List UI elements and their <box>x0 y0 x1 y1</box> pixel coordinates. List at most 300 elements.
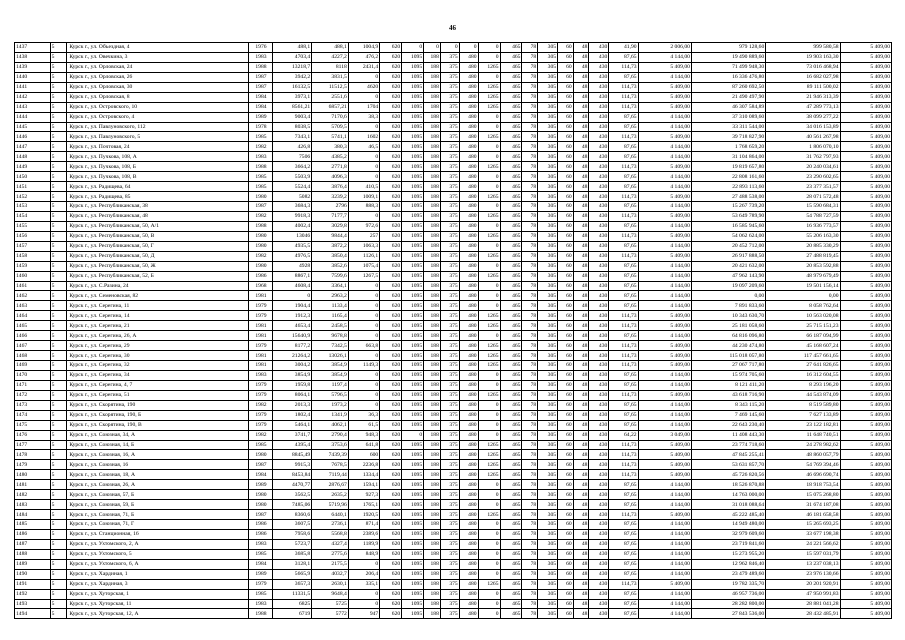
cell-rate-b: 1095 <box>402 520 424 530</box>
cell-row-number: 1466 <box>15 331 51 341</box>
cell-rate-b: 1095 <box>402 450 424 460</box>
cell-living-area: 2458,5 <box>312 321 349 331</box>
cell-rate-i: 305 <box>538 351 558 361</box>
cell-rate-g: 465 <box>500 152 522 162</box>
cell-rate-d: 375 <box>440 82 459 92</box>
cell-build-year: 1987 <box>249 510 273 520</box>
table-row <box>15 520 892 530</box>
cell-unit-cost: 5 409,00 <box>638 579 691 589</box>
cell-category: 5 <box>50 251 67 261</box>
cell-row-number: 1437 <box>15 43 51 53</box>
cell-rate-d: 375 <box>440 52 459 62</box>
cell-rate-a: 620 <box>380 609 402 619</box>
cell-rate-f: 0 <box>478 172 500 182</box>
cell-rate-f: 1265 <box>478 470 500 480</box>
cell-max-cost: 5 409,00 <box>840 460 891 470</box>
cell-total-area: 488,1 <box>273 43 312 53</box>
cell-rate-d: 375 <box>440 539 459 549</box>
cell-rate-a: 620 <box>380 261 402 271</box>
cell-rate-e: 480 <box>459 52 478 62</box>
cell-unit-rate: 87,65 <box>609 271 638 281</box>
cell-total-cost: 7 469 145,60 <box>691 410 765 420</box>
cell-rate-k: 48 <box>573 291 589 301</box>
cell-address: Курск г., ул. Хуторская, 12, А <box>67 609 249 619</box>
cell-living-area: 3753,6 <box>312 440 349 450</box>
table-row <box>15 430 892 440</box>
cell-rate-c: 188 <box>424 231 441 241</box>
cell-row-number: 1444 <box>15 112 51 122</box>
cell-rate-j: 60 <box>558 72 574 82</box>
cell-rate-b: 1095 <box>402 92 424 102</box>
cell-rate-f: 0 <box>478 480 500 490</box>
cell-nonliving-area: 38,3 <box>348 112 379 122</box>
cell-rate-l: 430 <box>589 182 609 192</box>
cell-total-area: 8453,84 <box>273 470 312 480</box>
cell-rate-e: 480 <box>459 420 478 430</box>
cell-total-area: 4976,5 <box>273 251 312 261</box>
cell-rate-l: 430 <box>589 132 609 142</box>
cell-unit-rate: 87,65 <box>609 520 638 530</box>
cell-rate-j: 60 <box>558 460 574 470</box>
cell-rate-h: 78 <box>522 510 538 520</box>
cell-max-cost: 5 409,00 <box>840 301 891 311</box>
cell-unit-cost: 4 144,00 <box>638 221 691 231</box>
cell-max-cost: 5 409,00 <box>840 172 891 182</box>
cell-rate-f: 0 <box>478 182 500 192</box>
cell-total-cost: 31 018 088,64 <box>691 500 765 510</box>
cell-indexed-cost: 38 099 277,22 <box>766 112 840 122</box>
cell-rate-l: 430 <box>589 271 609 281</box>
cell-rate-h: 78 <box>522 52 538 62</box>
table-row <box>15 380 892 390</box>
cell-row-number: 1456 <box>15 231 51 241</box>
cell-max-cost: 5 409,00 <box>840 579 891 589</box>
cell-rate-l: 430 <box>589 231 609 241</box>
cell-rate-b: 1095 <box>402 500 424 510</box>
cell-rate-e: 480 <box>459 142 478 152</box>
cell-rate-b: 1095 <box>402 241 424 251</box>
cell-total-area: 8064,1 <box>273 390 312 400</box>
cell-category: 5 <box>50 440 67 450</box>
cell-rate-i: 305 <box>538 202 558 212</box>
cell-rate-d: 375 <box>440 72 459 82</box>
cell-nonliving-area: 257 <box>348 231 379 241</box>
cell-rate-b: 1095 <box>402 271 424 281</box>
cell-rate-i: 305 <box>538 82 558 92</box>
cell-rate-d: 375 <box>440 211 459 221</box>
cell-address: Курск г., ул. Союзная, 34, А <box>67 430 249 440</box>
cell-build-year: 1982 <box>249 400 273 410</box>
cell-rate-k: 48 <box>573 82 589 92</box>
cell-total-area: 8845,49 <box>273 450 312 460</box>
cell-row-number: 1449 <box>15 162 51 172</box>
cell-address: Курск г., ул. С.Разина, 24 <box>67 281 249 291</box>
cell-rate-j: 60 <box>558 390 574 400</box>
cell-build-year: 1980 <box>249 241 273 251</box>
cell-nonliving-area: 871,4 <box>348 520 379 530</box>
cell-rate-a: 620 <box>380 341 402 351</box>
cell-rate-h: 78 <box>522 380 538 390</box>
cell-unit-rate: 87,65 <box>609 301 638 311</box>
cell-rate-l: 430 <box>589 589 609 599</box>
cell-rate-g: 465 <box>500 549 522 559</box>
cell-indexed-cost: 34 016 153,89 <box>766 122 840 132</box>
cell-rate-e: 480 <box>459 221 478 231</box>
cell-rate-i: 305 <box>538 370 558 380</box>
cell-rate-j: 60 <box>558 112 574 122</box>
cell-unit-rate: 114,73 <box>609 82 638 92</box>
cell-category: 5 <box>50 361 67 371</box>
cell-build-year: 1979 <box>249 301 273 311</box>
cell-indexed-cost: 54 769 394,46 <box>766 460 840 470</box>
cell-total-area: 7343,1 <box>273 132 312 142</box>
cell-rate-f: 0 <box>478 599 500 609</box>
cell-indexed-cost: 0,00 <box>766 291 840 301</box>
cell-max-cost: 5 409,00 <box>840 490 891 500</box>
cell-row-number: 1471 <box>15 380 51 390</box>
cell-rate-h: 78 <box>522 440 538 450</box>
cell-row-number: 1480 <box>15 470 51 480</box>
cell-category: 5 <box>50 430 67 440</box>
cell-unit-cost: 5 409,00 <box>638 321 691 331</box>
cell-rate-j: 60 <box>558 370 574 380</box>
cell-rate-f: 1265 <box>478 510 500 520</box>
cell-rate-k: 48 <box>573 440 589 450</box>
cell-rate-e: 480 <box>459 231 478 241</box>
cell-total-cost: 54 062 624,00 <box>691 231 765 241</box>
cell-rate-j: 60 <box>558 281 574 291</box>
cell-rate-i: 305 <box>538 172 558 182</box>
cell-max-cost: 5 409,00 <box>840 510 891 520</box>
cell-nonliving-area: 2389,6 <box>348 529 379 539</box>
cell-rate-j: 60 <box>558 291 574 301</box>
table-row <box>15 480 892 490</box>
cell-indexed-cost: 10 563 020,08 <box>766 311 840 321</box>
cell-rate-g: 465 <box>500 92 522 102</box>
table-row <box>15 539 892 549</box>
cell-unit-cost: 4 144,00 <box>638 500 691 510</box>
cell-rate-i: 305 <box>538 331 558 341</box>
cell-build-year: 1989 <box>249 480 273 490</box>
cell-rate-h: 78 <box>522 301 538 311</box>
cell-address: Курск г., ул. Ухтомского, 2, А <box>67 539 249 549</box>
table-row <box>15 301 892 311</box>
cell-category: 5 <box>50 549 67 559</box>
table-row <box>15 122 892 132</box>
cell-rate-b: 1095 <box>402 321 424 331</box>
cell-rate-b: 1095 <box>402 62 424 72</box>
cell-row-number: 1475 <box>15 420 51 430</box>
cell-rate-g: 465 <box>500 211 522 221</box>
cell-rate-h: 78 <box>522 182 538 192</box>
cell-rate-d: 375 <box>440 271 459 281</box>
cell-indexed-cost: 18 918 753,54 <box>766 480 840 490</box>
cell-rate-k: 48 <box>573 331 589 341</box>
cell-build-year: 1987 <box>249 82 273 92</box>
cell-category: 5 <box>50 500 67 510</box>
cell-rate-d: 375 <box>440 301 459 311</box>
cell-total-cost: 31 104 864,00 <box>691 152 765 162</box>
cell-rate-j: 60 <box>558 430 574 440</box>
table-row <box>15 331 892 341</box>
cell-nonliving-area: 1602 <box>348 132 379 142</box>
table-row <box>15 490 892 500</box>
cell-nonliving-area: 410,5 <box>348 182 379 192</box>
cell-rate-g: 465 <box>500 281 522 291</box>
cell-rate-g: 465 <box>500 460 522 470</box>
cell-rate-i: 305 <box>538 361 558 371</box>
cell-living-area: 2635,2 <box>312 490 349 500</box>
cell-rate-e: 480 <box>459 72 478 82</box>
cell-rate-d: 375 <box>440 221 459 231</box>
cell-unit-cost: 4 144,00 <box>638 400 691 410</box>
cell-nonliving-area: 0 <box>348 211 379 221</box>
cell-max-cost: 5 409,00 <box>840 450 891 460</box>
cell-address: Курск г., ул. Республиканская, 38 <box>67 202 249 212</box>
cell-rate-g: 465 <box>500 510 522 520</box>
cell-rate-h: 78 <box>522 43 538 53</box>
cell-total-area: 11331,5 <box>273 589 312 599</box>
cell-rate-a: 620 <box>380 142 402 152</box>
cell-rate-h: 78 <box>522 231 538 241</box>
cell-rate-a: 620 <box>380 122 402 132</box>
cell-rate-f: 1265 <box>478 162 500 172</box>
cell-rate-d: 375 <box>440 450 459 460</box>
cell-rate-c: 188 <box>424 351 441 361</box>
cell-rate-d: 375 <box>440 609 459 619</box>
cell-rate-f: 0 <box>478 261 500 271</box>
cell-rate-b: 1095 <box>402 72 424 82</box>
cell-unit-cost: 5 409,00 <box>638 450 691 460</box>
cell-rate-j: 60 <box>558 559 574 569</box>
cell-unit-cost: 4 144,00 <box>638 122 691 132</box>
cell-rate-b: 1095 <box>402 410 424 420</box>
cell-rate-g: 465 <box>500 192 522 202</box>
cell-nonliving-area: 206,4 <box>348 569 379 579</box>
cell-unit-cost: 5 409,00 <box>638 341 691 351</box>
cell-unit-rate: 87,65 <box>609 142 638 152</box>
cell-rate-k: 48 <box>573 351 589 361</box>
cell-rate-l: 430 <box>589 172 609 182</box>
cell-total-cost: 19 782 335,70 <box>691 579 765 589</box>
cell-rate-i: 305 <box>538 231 558 241</box>
cell-rate-d: 375 <box>440 231 459 241</box>
table-row <box>15 192 892 202</box>
cell-rate-f: 0 <box>478 331 500 341</box>
cell-rate-h: 78 <box>522 400 538 410</box>
table-row <box>15 529 892 539</box>
cell-rate-i: 305 <box>538 450 558 460</box>
cell-max-cost: 5 409,00 <box>840 281 891 291</box>
cell-category: 5 <box>50 291 67 301</box>
cell-total-area: 5082 <box>273 192 312 202</box>
cell-rate-a: 620 <box>380 510 402 520</box>
cell-living-area: 3854,9 <box>312 370 349 380</box>
cell-rate-a: 620 <box>380 52 402 62</box>
cell-rate-i: 305 <box>538 510 558 520</box>
cell-rate-e: 480 <box>459 331 478 341</box>
cell-rate-d: 375 <box>440 410 459 420</box>
table-row <box>15 172 892 182</box>
cell-total-area: 3657,3 <box>273 579 312 589</box>
cell-row-number: 1441 <box>15 82 51 92</box>
cell-rate-c: 188 <box>424 559 441 569</box>
cell-rate-d: 375 <box>440 559 459 569</box>
table-row <box>15 152 892 162</box>
cell-address: Курск г., ул. Хардиная, 1 <box>67 569 249 579</box>
cell-rate-e: 480 <box>459 569 478 579</box>
cell-rate-e: 480 <box>459 301 478 311</box>
cell-rate-h: 78 <box>522 361 538 371</box>
cell-nonliving-area: 0 <box>348 559 379 569</box>
cell-unit-cost: 4 144,00 <box>638 72 691 82</box>
cell-row-number: 1463 <box>15 301 51 311</box>
cell-rate-i: 305 <box>538 162 558 172</box>
cell-total-cost: 19 097 209,60 <box>691 281 765 291</box>
cell-row-number: 1450 <box>15 172 51 182</box>
cell-rate-l: 430 <box>589 569 609 579</box>
cell-rate-g: 465 <box>500 440 522 450</box>
cell-rate-j: 60 <box>558 231 574 241</box>
cell-rate-f: 0 <box>478 370 500 380</box>
cell-rate-i: 305 <box>538 539 558 549</box>
cell-rate-l: 430 <box>589 72 609 82</box>
cell-rate-a: 620 <box>380 291 402 301</box>
cell-address: Курск г., ул. Островского, 4 <box>67 112 249 122</box>
cell-rate-l: 430 <box>589 192 609 202</box>
cell-build-year: 1987 <box>249 72 273 82</box>
cell-total-area: 9915,3 <box>273 460 312 470</box>
cell-rate-e: 480 <box>459 122 478 132</box>
cell-rate-e: 480 <box>459 202 478 212</box>
cell-build-year: 1983 <box>249 539 273 549</box>
cell-rate-g: 465 <box>500 202 522 212</box>
cell-rate-g: 465 <box>500 182 522 192</box>
cell-rate-k: 48 <box>573 470 589 480</box>
cell-address: Курск г., ул. Союзная, 71, Г <box>67 520 249 530</box>
cell-build-year: 1988 <box>249 62 273 72</box>
cell-rate-c: 188 <box>424 182 441 192</box>
cell-indexed-cost: 28 881 041,28 <box>766 599 840 609</box>
cell-rate-k: 48 <box>573 559 589 569</box>
cell-rate-b: 1095 <box>402 390 424 400</box>
cell-rate-g: 465 <box>500 82 522 92</box>
cell-indexed-cost: 47 950 991,83 <box>766 589 840 599</box>
cell-category: 5 <box>50 311 67 321</box>
table-row <box>15 291 892 301</box>
cell-rate-a: 620 <box>380 529 402 539</box>
cell-total-cost: 10 343 630,70 <box>691 311 765 321</box>
cell-rate-l: 430 <box>589 281 609 291</box>
cell-living-area: 2775,6 <box>312 549 349 559</box>
cell-rate-c: 188 <box>424 152 441 162</box>
cell-rate-i: 305 <box>538 579 558 589</box>
cell-build-year: 1980 <box>249 231 273 241</box>
cell-max-cost: 5 409,00 <box>840 390 891 400</box>
cell-unit-cost: 4 144,00 <box>638 589 691 599</box>
cell-address: Курск г., ул. Союзная, 71, Б <box>67 510 249 520</box>
cell-max-cost: 5 409,00 <box>840 520 891 530</box>
cell-rate-d: 375 <box>440 549 459 559</box>
cell-row-number: 1448 <box>15 152 51 162</box>
cell-rate-k: 48 <box>573 420 589 430</box>
cell-rate-k: 48 <box>573 132 589 142</box>
cell-total-cost: 45 726 820,56 <box>691 470 765 480</box>
cell-rate-j: 60 <box>558 539 574 549</box>
table-row <box>15 43 892 53</box>
cell-rate-e: 480 <box>459 430 478 440</box>
cell-rate-j: 60 <box>558 251 574 261</box>
cell-unit-rate: 114,73 <box>609 132 638 142</box>
cell-max-cost: 5 409,00 <box>840 400 891 410</box>
cell-rate-c: 188 <box>424 92 441 102</box>
cell-indexed-cost: 16 682 027,98 <box>766 72 840 82</box>
cell-nonliving-area: 0 <box>348 351 379 361</box>
table-row <box>15 321 892 331</box>
cell-rate-b: 0 <box>402 430 424 440</box>
cell-rate-b: 1095 <box>402 202 424 212</box>
cell-total-area: 2013,3 <box>273 400 312 410</box>
cell-rate-e: 480 <box>459 529 478 539</box>
cell-rate-g: 465 <box>500 321 522 331</box>
cell-unit-rate: 87,65 <box>609 380 638 390</box>
cell-rate-c: 188 <box>424 211 441 221</box>
cell-rate-j: 60 <box>558 520 574 530</box>
cell-unit-cost: 5 409,00 <box>638 162 691 172</box>
cell-category: 5 <box>50 221 67 231</box>
cell-rate-a: 620 <box>380 599 402 609</box>
cell-max-cost: 5 409,00 <box>840 251 891 261</box>
cell-indexed-cost: 16 312 604,55 <box>766 370 840 380</box>
cell-rate-j: 60 <box>558 221 574 231</box>
cell-rate-h: 78 <box>522 370 538 380</box>
cell-row-number: 1487 <box>15 539 51 549</box>
cell-rate-h: 78 <box>522 490 538 500</box>
cell-unit-cost: 5 409,00 <box>638 231 691 241</box>
cell-rate-d: 375 <box>440 142 459 152</box>
cell-rate-h: 78 <box>522 122 538 132</box>
cell-rate-g: 465 <box>500 231 522 241</box>
cell-row-number: 1488 <box>15 549 51 559</box>
table-row <box>15 450 892 460</box>
cell-rate-d: 0 <box>440 43 459 53</box>
cell-nonliving-area: 0 <box>348 172 379 182</box>
cell-total-cost: 26 917 888,50 <box>691 251 765 261</box>
cell-total-cost: 16 585 945,60 <box>691 221 765 231</box>
cell-rate-c: 188 <box>424 539 441 549</box>
cell-unit-rate: 114,73 <box>609 311 638 321</box>
cell-total-cost: 11 408 443,30 <box>691 430 765 440</box>
cell-indexed-cost: 20 885 330,29 <box>766 241 840 251</box>
cell-rate-h: 78 <box>522 221 538 231</box>
cell-rate-k: 48 <box>573 281 589 291</box>
cell-total-area: 4470,77 <box>273 480 312 490</box>
table-row <box>15 241 892 251</box>
cell-rate-c: 188 <box>424 281 441 291</box>
cell-rate-b: 1095 <box>402 370 424 380</box>
cell-rate-f: 0 <box>478 520 500 530</box>
cell-rate-a: 620 <box>380 490 402 500</box>
cell-rate-g: 465 <box>500 490 522 500</box>
cell-rate-c: 188 <box>424 172 441 182</box>
cell-indexed-cost: 46 181 658,58 <box>766 510 840 520</box>
cell-build-year: 1985 <box>249 440 273 450</box>
cell-rate-i: 305 <box>538 480 558 490</box>
cell-rate-h: 78 <box>522 211 538 221</box>
cell-rate-d: 375 <box>440 390 459 400</box>
cell-total-area: 3854,9 <box>273 370 312 380</box>
cell-unit-rate: 87,65 <box>609 529 638 539</box>
